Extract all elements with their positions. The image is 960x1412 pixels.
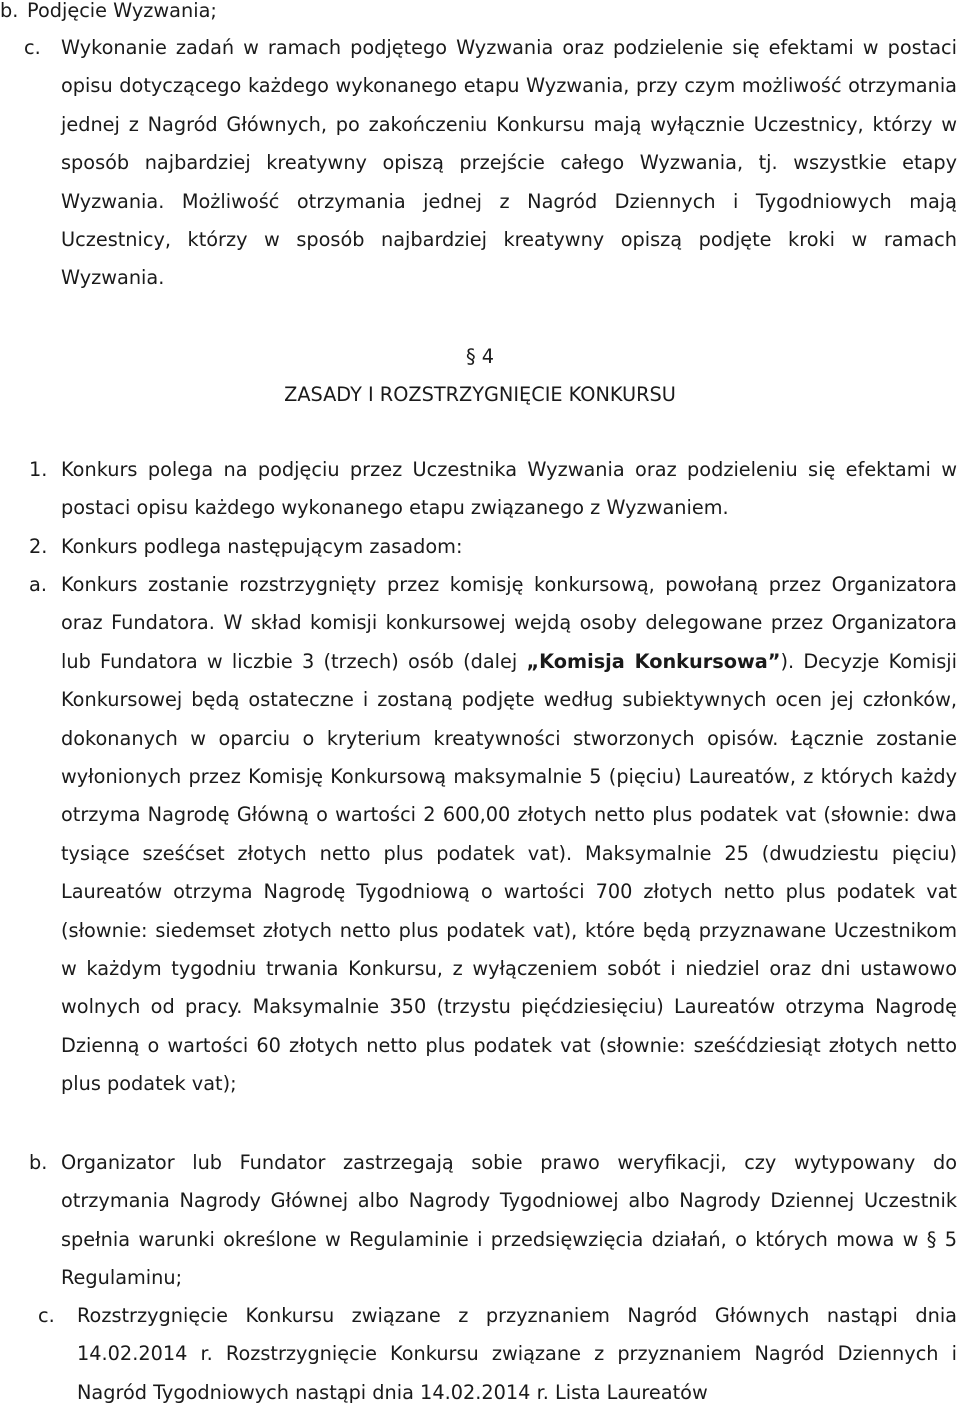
item-b-marker: b. [0, 0, 19, 22]
item-b-text: Podjęcie Wyzwania; [27, 0, 217, 22]
sub-a-text-after: ). Decyzje Komisji Konkursowej będą ostateczne i zostaną podjęte według subiektywnych ocen jej członków, dokonanych w oparciu o kryterium kreatywności stworzonych opisów. Łącznie zostanie wyłonionych przez Komisję Konkursową maksymalnie 5 (pięciu) Laureatów, z których każdy otrzyma Nagrodę Główną o wartości 2 600,00 złotych netto plus podatek vat (słownie: dwa tysiące sześćset złotych netto plus podatek vat). Maksymalnie 25 (dwudziestu pięciu) Laureatów otrzyma Nagrodę Tygodniową o wartości 700 złotych netto plus podatek vat (słownie: siedemset złotych netto plus podatek vat), które będą przyznawane Uczestnikom w każdym tygodniu trwania Konkursu, z wyłączeniem sobót i niedziel oraz dni ustawowo wolnych od pracy. Maksymalnie 350 (trzystu pięćdziesięciu) Laureatów otrzyma Nagrodę Dzienną o wartości 60 złotych netto plus podatek vat (słownie: sześćdziesiąt złotych netto plus podatek vat); [61, 649, 957, 1096]
sub-b-text: Organizator lub Fundator zastrzegają sobie prawo weryfikacji, czy wytypowany do otrzymania Nagrody Głównej albo Nagrody Tygodniowej albo Nagrody Dziennej Uczestnik spełnia warunki określone w Regulaminie i przedsięwzięcia działań, o których mowa w § 5 Regulaminu; [61, 1151, 957, 1290]
section-title: ZASADY I ROZSTRZYGNIĘCIE KONKURSU [284, 383, 676, 406]
komisja-konkursowa-term: „Komisja Konkursowa” [526, 649, 781, 673]
section-number: § 4 [465, 345, 495, 368]
sub-a-text-before: Konkurs zostanie rozstrzygnięty przez komisję konkursową, powołaną przez Organizatora oraz Fundatora. W skład komisji konkursowej wejdą osoby delegowane przez Organizatora lub Fundatora w liczbie 3 (trzech) osób (dalej [61, 573, 957, 673]
sub-a-marker: a. [29, 573, 47, 596]
sub-a-text [61, 566, 957, 1104]
sub-c-marker: c. [38, 1304, 55, 1327]
sub-b-marker: b. [29, 1151, 48, 1174]
point-2-text: Konkurs podlega następującym zasadom: [61, 535, 463, 558]
item-c-marker: c. [24, 36, 41, 59]
point-1-text: Konkurs polega na podjęciu przez Uczestnika Wyzwania oraz podzieleniu się efektami w postaci opisu każdego wykonanego etapu związanego z Wyzwaniem. [61, 458, 957, 520]
item-c-text: Wykonanie zadań w ramach podjętego Wyzwania oraz podzielenie się efektami w postaci opisu dotyczącego każdego wykonanego etapu Wyzwania, przy czym możliwość otrzymania jednej z Nagród Głównych, po zakończeniu Konkursu mają wyłącznie Uczestnicy, którzy w sposób najbardziej kreatywny opiszą przejście całego Wyzwania, tj. wszystkie etapy Wyzwania. Możliwość otrzymania jednej z Nagród Dziennych i Tygodniowych mają Uczestnicy, którzy w sposób najbardziej kreatywny opiszą podjęte kroki w ramach Wyzwania. [61, 36, 957, 290]
point-1-marker: 1. [29, 458, 48, 481]
point-2-marker: 2. [29, 535, 48, 558]
sub-c-text: Rozstrzygnięcie Konkursu związane z przyznaniem Nagród Głównych nastąpi dnia 14.02.2014 r. Rozstrzygnięcie Konkursu związane z przyznaniem Nagród Dziennych i Nagród Tygodniowych nastąpi dnia 14.02.2014 r. Lista Laureatów [77, 1304, 957, 1404]
